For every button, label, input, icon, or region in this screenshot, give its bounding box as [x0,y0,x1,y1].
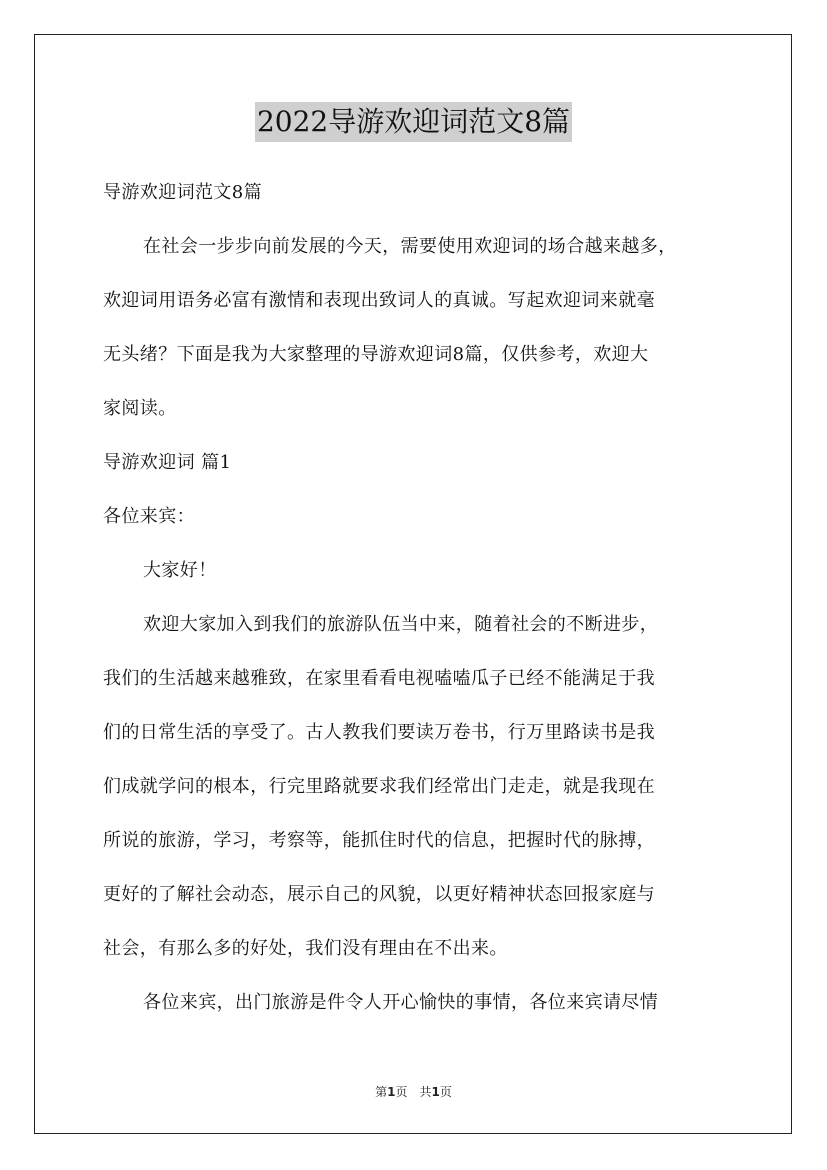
paragraph-line: 社会，有那么多的好处，我们没有理由在不出来。 [103,938,508,959]
intro-line: 无头绪？下面是我为大家整理的导游欢迎词8篇，仅供参考，欢迎大 [103,344,649,365]
salutation: 各位来宾： [103,506,195,527]
footer-suffix: 页 [439,1085,452,1099]
subtitle: 导游欢迎词范文8篇 [103,182,263,203]
paragraph-line: 欢迎大家加入到我们的旅游队伍当中来，随着社会的不断进步， [143,614,659,635]
page-footer [0,1083,827,1100]
footer-page-number: 1 [387,1085,396,1099]
footer-page-total: 1 [431,1085,440,1099]
intro-line: 家阅读。 [103,398,177,419]
intro-line: 在社会一步步向前发展的今天，需要使用欢迎词的场合越来越多， [143,236,677,257]
document-title [0,102,827,142]
document-body [103,173,743,1023]
document-title-text: 2022导游欢迎词范文8篇 [255,102,572,142]
paragraph-line: 各位来宾，出门旅游是件令人开心愉快的事情，各位来宾请尽情 [143,992,659,1013]
paragraph-line: 们的日常生活的享受了。古人教我们要读万卷书，行万里路读书是我 [103,722,655,743]
paragraph-line: 所说的旅游，学习，考察等，能抓住时代的信息，把握时代的脉搏， [103,830,655,851]
intro-line: 欢迎词用语务必富有激情和表现出致词人的真诚。写起欢迎词来就毫 [103,290,655,311]
section-heading: 导游欢迎词 篇1 [103,452,232,473]
footer-prefix: 第 [375,1085,388,1099]
paragraph-line: 更好的了解社会动态，展示自己的风貌，以更好精神状态回报家庭与 [103,884,655,905]
greeting: 大家好！ [143,560,217,581]
footer-mid: 页 共 [395,1085,432,1099]
paragraph-line: 们成就学问的根本，行完里路就要求我们经常出门走走，就是我现在 [103,776,655,797]
paragraph-line: 我们的生活越来越雅致，在家里看看电视嗑嗑瓜子已经不能满足于我 [103,668,655,689]
